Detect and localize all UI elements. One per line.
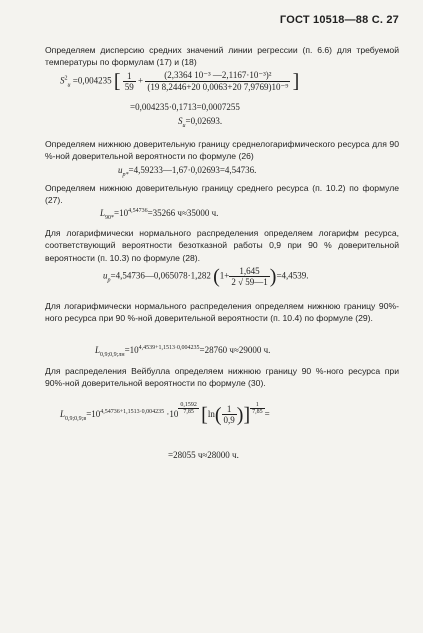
formula-lognormal-resource: $L_{0,9;0,9;лн}=10^{4,4539+1,1513\cdot 0,004235}=28760$ ч≈29000 ч. <box>95 345 271 358</box>
formula-std-dev: $S_u=0,02693$. <box>178 116 223 129</box>
formula-dispersion-result: =0,004235·0,1713=0,0007255 <box>130 102 240 112</box>
formula-weibull-result: =28055 ч≈28000 ч. <box>168 450 239 460</box>
fraction-exponent: $\frac{0,1592}{7,85}$ <box>180 402 197 415</box>
page-header: ГОСТ 10518—88 С. 27 <box>279 14 399 26</box>
fraction-ln-arg: $\frac{1}{0,9}$ <box>223 404 235 426</box>
formula-lognormal-u: $u_p=4,54736—0,065078\cdot 1,282$ (1+ $\frac{1,645}{2 √ 59—1}$ )=4,4539. <box>103 265 309 288</box>
paragraph-lognormal-log: Для логарифмически нормального распределения определяем логарифм ресурса, соответствующий вероятности безотказной работы 0,9 при 90 % доверительной вероятности (п. 10.3) по формуле (28). <box>45 228 399 263</box>
fraction-outer-exponent: $\frac{1}{7,85}$ <box>252 402 263 415</box>
formula-dispersion: $S^2_u =0,004235$ [ $\frac{1}{59}$ + $\frac{\text{(2,3364 10⁻³ —2,1167·10⁻³)²}}{\text{(19 8,2446+20 0,0063+20 7,9769)10⁻⁹}}$ ] <box>60 70 300 93</box>
formula-weibull: $L_{0,9;0,9;в}=10^{4,54736+1,1513\cdot 0,004235} \cdot 10$ $\frac{0,1592}{7,85}$ [ln( $\frac{1}{0,9}$ )] $\frac{1}{7,85}$ = <box>60 402 270 426</box>
formula-log-lower-bound: $u_{p*}=4,59233—1,67\cdot 0,02693=4,54736$. <box>118 165 257 178</box>
paragraph-weibull: Для распределения Вейбулла определяем нижнюю границу 90 %-ного ресурса при 90%-ной доверительной вероятности по формуле (30). <box>45 366 399 389</box>
fraction-one-over-59: $\frac{1}{59}$ <box>124 71 134 92</box>
paragraph-lognormal-bound: Для логарифмически нормального распределения определяем нижнюю границу 90%-ного ресурса при 90 %-ной доверительной вероятности (п. 10.4) по формуле (29). <box>45 301 399 324</box>
paragraph-dispersion: Определяем дисперсию средних значений линии регрессии (п. 6.6) для требуемой температуры по формулам (17) и (18) <box>45 45 399 68</box>
formula-mean-resource: $L_{90*}=10^{4,54736}=35266$ ч≈35000 ч. <box>100 208 219 221</box>
paragraph-lower-bound-mean: Определяем нижнюю доверительную границу среднего ресурса (п. 10.2) по формуле (27). <box>45 183 399 206</box>
paragraph-lower-bound-log: Определяем нижнюю доверительную границу среднелогарифмического ресурса для 90 %-ной доверительной вероятности по формуле (26) <box>45 139 399 162</box>
fraction-quantile: $\frac{1,645}{2 √ 59—1}$ <box>231 266 268 287</box>
fraction-regression: $\frac{\text{(2,3364 10⁻³ —2,1167·10⁻³)²}}{\text{(19 8,2446+20 0,0063+20 7,9769)10⁻⁹}}$ <box>147 70 289 92</box>
